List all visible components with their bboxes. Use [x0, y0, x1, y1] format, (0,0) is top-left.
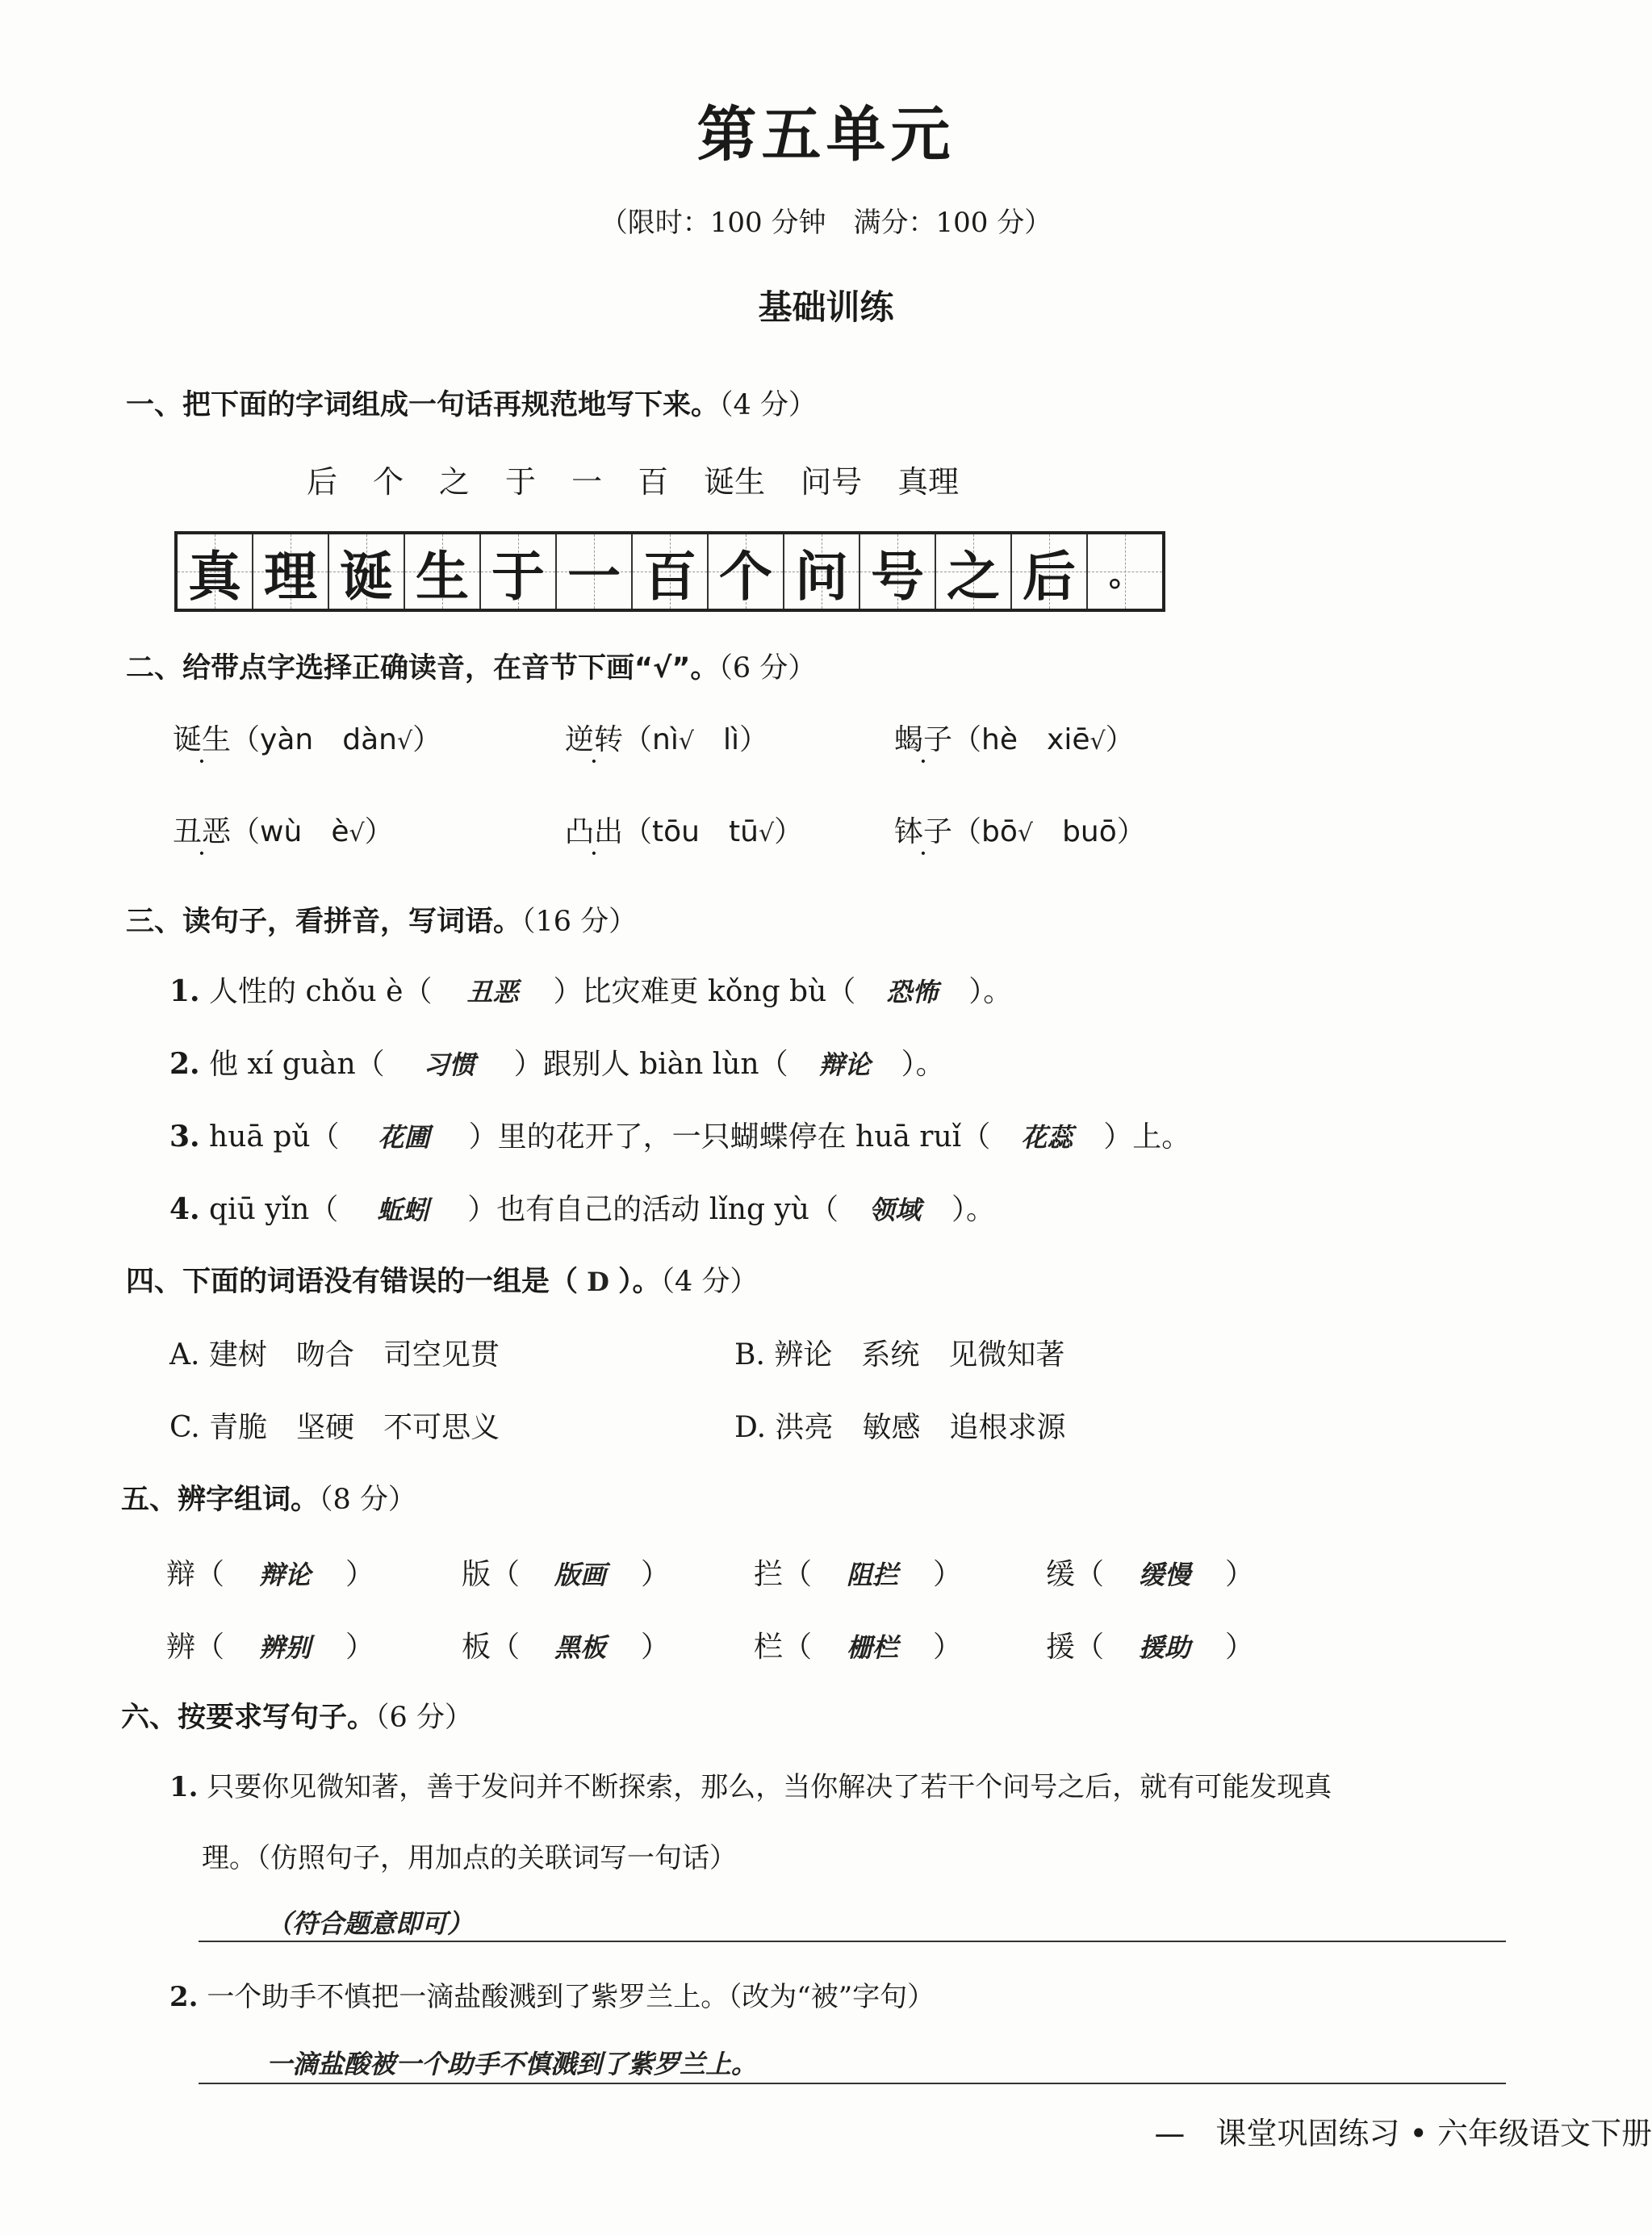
sentence-1-line-1: 只要你见微知著，善于发问并不断探索，那么，当你解决了若干个问号之后，就有可能发现真: [207, 1771, 1332, 1803]
item-number: 1.: [169, 1771, 199, 1803]
item-number: 2.: [169, 1981, 199, 2013]
word-group: [1046, 1624, 1254, 1665]
grid-char: 理: [264, 544, 317, 608]
grid-char: 于: [491, 544, 545, 608]
sentence-part: ）上。: [1103, 1120, 1191, 1154]
close-paren: ）: [1225, 1558, 1255, 1591]
grid-cell: [1088, 534, 1162, 609]
handwritten-answer: 领域: [868, 1195, 921, 1225]
question-6-points: （6 分）: [375, 1702, 473, 1734]
target-char: 板（: [462, 1631, 521, 1664]
sentence-part: qiū yǐn（: [209, 1193, 339, 1226]
word-item: 一: [571, 464, 603, 500]
grid-cell: [633, 534, 709, 609]
handwritten-answer: 花蕊: [1021, 1122, 1073, 1153]
pinyin-option: dàn: [342, 723, 397, 756]
word-item: 真理: [897, 464, 960, 500]
pinyin-option: è: [331, 815, 349, 848]
choice-word: 钵子: [894, 815, 953, 848]
question-1: [126, 383, 817, 423]
target-char: 拦（: [754, 1558, 813, 1591]
close-paren: ）: [641, 1631, 671, 1664]
word-group: [166, 1551, 374, 1593]
pinyin-option: xiē: [1047, 723, 1090, 756]
handwritten-answer: 阻拦: [847, 1560, 899, 1590]
pinyin-choice: 凸出（tōu tū√）: [565, 815, 804, 848]
choice-word: 蝎子: [894, 723, 953, 756]
grid-cell: [784, 534, 860, 609]
handwritten-answer: 辩论: [818, 1049, 871, 1080]
sentence-1: [169, 1765, 1332, 1804]
handwritten-answer: 辩论: [259, 1560, 312, 1590]
grid-char: 真: [188, 544, 241, 608]
target-char: 版（: [462, 1558, 521, 1591]
question-5-prompt: 五、辨字组词。: [121, 1484, 320, 1516]
grid-cell: [481, 534, 557, 609]
word-item: 个: [373, 464, 404, 500]
handwritten-answer: （符合题意即可）: [266, 1908, 474, 1939]
grid-cell: [557, 534, 633, 609]
word-item: 诞生: [704, 464, 766, 500]
choice-word: 逆转: [565, 723, 624, 756]
target-char: 栏（: [754, 1631, 813, 1664]
page-footer: — 课堂巩固练习 • 六年级语文下册: [1154, 2116, 1652, 2151]
item-number: 1.: [169, 974, 200, 1008]
grid-char: 生: [416, 544, 469, 608]
pinyin-choice: 丑恶（wù è√）: [173, 815, 394, 848]
target-char: 辩（: [166, 1558, 225, 1591]
question-3-prompt: 三、读句子，看拼音，写词语。: [126, 906, 522, 938]
grid-cell: [253, 534, 329, 609]
check-mark: √: [349, 819, 365, 848]
check-mark: √: [396, 727, 413, 756]
question-4-prompt: 四、下面的词语没有错误的一组是（: [126, 1266, 579, 1298]
handwritten-answer: 丑恶: [466, 977, 519, 1007]
handwritten-answer: 栅栏: [847, 1632, 899, 1663]
question-1-prompt: 一、把下面的字词组成一句话再规范地写下来。: [126, 389, 720, 421]
word-group: [754, 1551, 962, 1593]
grid-char: 号: [871, 544, 924, 608]
close-paren: ）: [1225, 1631, 1255, 1664]
word-item: 于: [505, 464, 537, 500]
check-mark: √: [678, 727, 694, 756]
question-2: [126, 646, 816, 686]
question-6-prompt: 六、按要求写句子。: [121, 1702, 376, 1734]
sentence-part: huā pǔ（: [209, 1120, 340, 1154]
question-3-points: （16 分）: [521, 906, 638, 938]
close-paren: ）: [933, 1558, 963, 1591]
grid-char: 之: [947, 544, 1000, 608]
check-mark: √: [1089, 727, 1106, 756]
item-number: 4.: [169, 1192, 200, 1226]
grid-char: 诞: [340, 544, 393, 608]
target-char: 缓（: [1046, 1558, 1105, 1591]
pinyin-choice: 蝎子（hè xiē√）: [894, 723, 1135, 756]
grid-char: 百: [643, 544, 696, 608]
question-4: [126, 1259, 758, 1300]
fill-sentence: [169, 1114, 1190, 1155]
pinyin-option: tōu: [652, 815, 700, 848]
sentence-1-line-2: 理。（仿照句子，用加点的关联词写一句话）: [202, 1842, 737, 1874]
sentence-part: ）。: [968, 975, 1013, 1008]
handwritten-answer: 辨别: [259, 1632, 312, 1663]
pinyin-option: hè: [981, 723, 1018, 756]
word-group: [462, 1624, 670, 1665]
word-group: [166, 1624, 374, 1665]
check-mark: √: [1017, 819, 1034, 848]
pinyin-choice: 诞生（yàn dàn√）: [173, 723, 442, 756]
page-title: 第五单元: [696, 100, 956, 170]
word-item: 问号: [801, 464, 863, 500]
handwritten-answer: 版画: [554, 1560, 607, 1590]
close-paren: ）: [345, 1558, 375, 1591]
question-4-points: （4 分）: [660, 1266, 759, 1298]
answer-line: [199, 1941, 1506, 1942]
sentence-part: ）比灾难更 kǒng bù（: [553, 975, 856, 1008]
pinyin-option: yàn: [260, 723, 314, 756]
handwritten-answer: 蚯蚓: [377, 1195, 429, 1225]
section-title: 基础训练: [758, 287, 894, 327]
close-paren: ）: [641, 1558, 671, 1591]
grid-char: 。: [1109, 555, 1141, 593]
choice-word: 诞生: [173, 723, 232, 756]
sentence-part: ）。: [901, 1048, 945, 1081]
grid-cell: [329, 534, 405, 609]
writing-grid: [174, 531, 1165, 612]
pinyin-option: wù: [260, 815, 303, 848]
fill-sentence: [169, 1041, 945, 1082]
pinyin-option: nì: [652, 723, 679, 756]
question-1-points: （4 分）: [719, 389, 817, 421]
check-mark: √: [758, 819, 775, 848]
question-3: [126, 899, 637, 940]
grid-cell: [178, 534, 253, 609]
word-group: [462, 1551, 670, 1593]
item-number: 3.: [169, 1120, 200, 1154]
sentence-part: 人性的 chǒu è（: [209, 975, 433, 1008]
fill-sentence: [169, 969, 1012, 1010]
grid-cell: [709, 534, 784, 609]
word-item: 之: [439, 464, 471, 500]
sentence-part: ）里的花开了，一只蝴蝶停在 huā ruǐ（: [468, 1120, 991, 1154]
choice-word: 丑恶: [173, 815, 232, 848]
option-a: A. 建树 吻合 司空见贯: [169, 1338, 500, 1371]
sentence-2: [169, 1974, 935, 2014]
option-d: D. 洪亮 敏感 追根求源: [734, 1411, 1066, 1444]
grid-cell: [936, 534, 1012, 609]
grid-char: 一: [567, 544, 621, 608]
target-char: 援（: [1046, 1631, 1105, 1664]
item-number: 2.: [169, 1047, 200, 1081]
word-group: [754, 1624, 962, 1665]
sentence-part: ）。: [951, 1193, 995, 1226]
pinyin-option: tū: [729, 815, 759, 848]
question-5-points: （8 分）: [319, 1484, 416, 1516]
handwritten-answer: 花圃: [378, 1122, 430, 1153]
question-2-prompt: 二、给带点字选择正确读音，在音节下画“√”。: [126, 652, 719, 685]
word-item: 后: [307, 464, 338, 500]
handwritten-answer: 一滴盐酸被一个助手不慎溅到了紫罗兰上。: [266, 2049, 758, 2079]
handwritten-answer: 黑板: [554, 1632, 607, 1663]
handwritten-answer: D: [587, 1267, 609, 1297]
pinyin-option: lì: [723, 723, 740, 756]
question-2-points: （6 分）: [718, 652, 817, 685]
pinyin-choice: 钵子（bō√ buō）: [894, 815, 1146, 848]
grid-char: 问: [795, 544, 848, 608]
sentence-part: ）跟别人 biàn lùn（: [513, 1048, 788, 1081]
word-item: 百: [638, 464, 669, 500]
grid-char: 后: [1023, 544, 1076, 608]
grid-char: 个: [719, 544, 772, 608]
grid-cell: [1012, 534, 1088, 609]
handwritten-answer: 习惯: [423, 1049, 475, 1080]
choice-word: 凸出: [565, 815, 624, 848]
sentence-part: ）也有自己的活动 lǐng yù（: [467, 1193, 839, 1226]
pinyin-option: bō: [981, 815, 1018, 848]
close-paren: ）: [933, 1631, 963, 1664]
pinyin-choice: 逆转（nì√ lì）: [565, 723, 769, 756]
question-6: [121, 1695, 473, 1736]
pinyin-option: buō: [1062, 815, 1117, 848]
target-char: 辨（: [166, 1631, 225, 1664]
handwritten-answer: 援助: [1139, 1632, 1191, 1663]
question-4-prompt-end: ）。: [618, 1266, 661, 1298]
sentence-part: 他 xí guàn（: [209, 1048, 385, 1081]
handwritten-answer: 缓慢: [1139, 1560, 1191, 1590]
handwritten-answer: 恐怖: [886, 977, 939, 1007]
grid-cell: [405, 534, 481, 609]
word-group: [1046, 1551, 1254, 1593]
fill-sentence: [169, 1187, 995, 1228]
option-b: B. 辨论 系统 见微知著: [734, 1338, 1065, 1371]
question-5: [121, 1477, 416, 1518]
close-paren: ）: [345, 1631, 375, 1664]
sentence-2-text: 一个助手不慎把一滴盐酸溅到了紫罗兰上。（改为“被”字句）: [207, 1981, 935, 2013]
time-score-note: （限时：100 分钟 满分：100 分）: [600, 207, 1052, 239]
option-c: C. 青脆 坚硬 不可思义: [169, 1411, 500, 1444]
answer-line: [199, 2083, 1506, 2084]
word-bank: [307, 457, 994, 501]
grid-cell: [860, 534, 936, 609]
